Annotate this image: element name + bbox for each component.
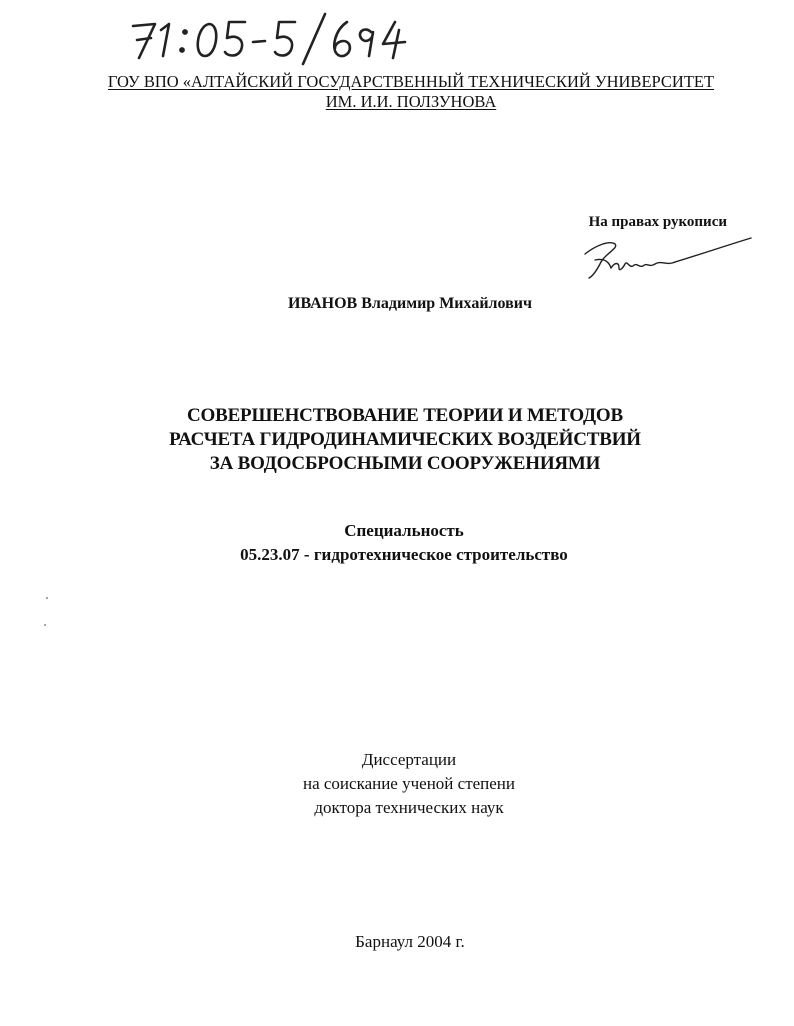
institution-line-2: ИМ. И.И. ПОЛЗУНОВА — [325, 92, 497, 111]
specialty-label: Специальность — [344, 521, 464, 540]
title-line-3: ЗА ВОДОСБРОСНЫМИ СООРУЖЕНИЯМИ — [209, 453, 601, 474]
title-line-2: РАСЧЕТА ГИДРОДИНАМИЧЕСКИХ ВОЗДЕЙСТВИЙ — [169, 429, 641, 450]
manuscript-rights-label: На правах рукописи — [588, 214, 727, 230]
scan-speck — [46, 597, 48, 599]
title-line-1: СОВЕРШЕНСТВОВАНИЕ ТЕОРИИ И МЕТОДОВ — [187, 405, 623, 426]
dissertation-line-2: на соискание ученой степени — [302, 774, 516, 793]
institution-line-1: ГОУ ВПО «АЛТАЙСКИЙ ГОСУДАРСТВЕННЫЙ ТЕХНИЧЕСКИЙ УНИВЕРСИТЕТ — [107, 72, 715, 91]
specialty-value: 05.23.07 - гидротехническое строительство — [240, 545, 568, 564]
archive-code-handwriting — [125, 8, 425, 68]
dissertation-line-1: Диссертации — [361, 750, 457, 769]
author-name: ИВАНОВ Владимир Михайлович — [288, 295, 532, 312]
scan-speck — [44, 624, 46, 626]
author-signature — [575, 232, 755, 282]
place-and-year: Барнаул 2004 г. — [355, 932, 465, 951]
dissertation-line-3: доктора технических наук — [314, 798, 504, 817]
